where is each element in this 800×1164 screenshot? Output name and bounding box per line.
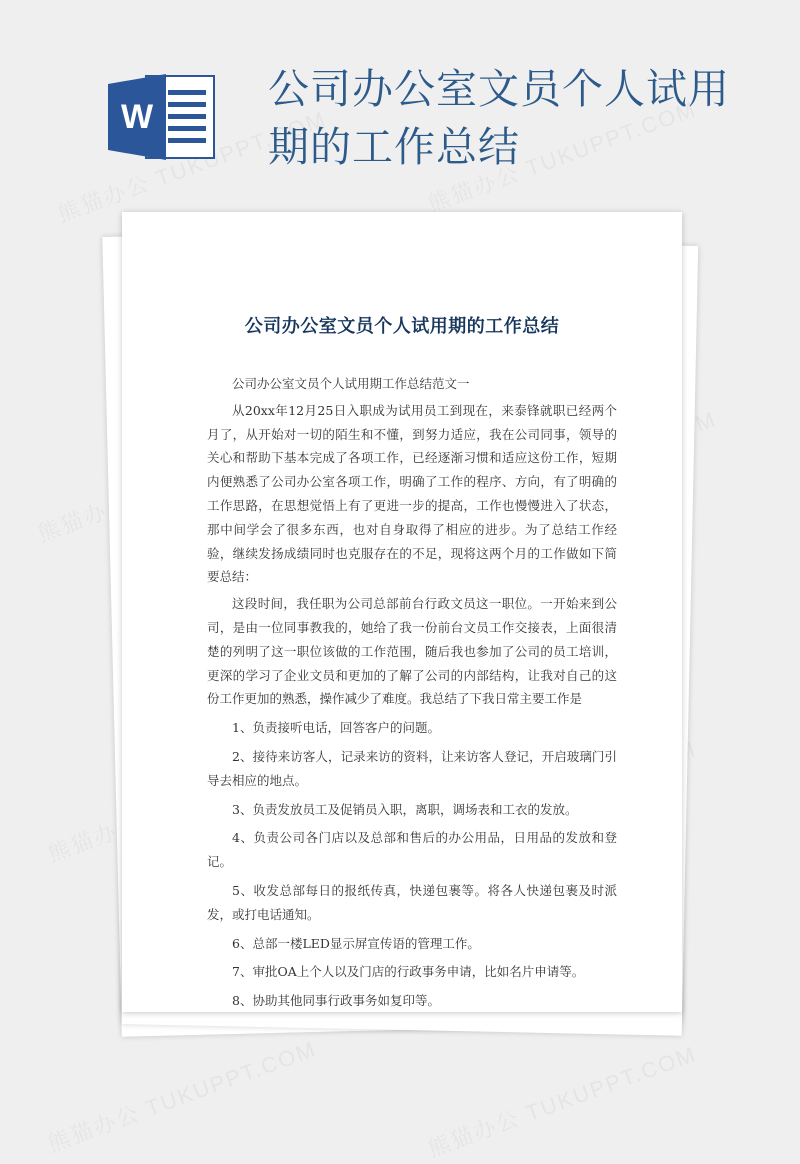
list-item: 8、协助其他同事行政事务如复印等。 — [232, 993, 440, 1009]
watermark — [43, 1032, 320, 1158]
list-item: 6、总部一楼LED显示屏宣传语的管理工作。 — [232, 935, 480, 951]
document-body — [207, 372, 617, 1013]
watermark — [423, 1037, 700, 1163]
word-document-icon — [108, 72, 216, 162]
svg-text:W: W — [120, 98, 154, 136]
list-item: 3、负责发放员工及促销员入职，离职，调场表和工衣的发放。 — [232, 801, 578, 817]
document-title: 公司办公室文员个人试用期的工作总结 — [244, 316, 560, 337]
document-page — [122, 212, 682, 1012]
cover-title: 公司办公室文员个人试用期的工作总结 — [268, 65, 730, 171]
list-item: 1、负责接听电话，回答客户的问题。 — [232, 720, 440, 736]
list-item: 5、收发总部每日的报纸传真，快递包裹等。将各人快递包裹及时派发，或打电话通知。 — [207, 882, 617, 922]
list-item: 4、负责公司各门店以及总部和售后的办公用品，日用品的发放和登记。 — [207, 830, 617, 870]
list-item: 7、审批OA上个人以及门店的行政事务申请，比如名片申请等。 — [232, 964, 585, 980]
paragraph: 这段时间，我任职为公司总部前台行政文员这一职位。一开始来到公司，是由一位同事教我的，她给了我一份前台文员工作交接表，上面很清楚的列明了这一职位该做的工作范围，随后我也参加了公司的员工培训，更深的学习了企业文员和更加的了解了公司的内部结构，让我对自己的这份工作更加的熟悉，操作减少了难度。我总结了下我日常主要工作是 — [207, 596, 617, 707]
list-item: 2、接待来访客人，记录来访的资料，让来访客人登记，开启玻璃门引导去相应的地点。 — [207, 748, 617, 788]
paragraph-heading: 公司办公室文员个人试用期工作总结范文一 — [232, 376, 470, 391]
paragraph: 从20xx年12月25日入职成为试用员工到现在，来泰锋就职已经两个月了，从开始对一切的陌生和不懂，到努力适应，我在公司同事，领导的关心和帮助下基本完成了各项工作，已经逐渐习惯和适应这份工作，短期内便熟悉了公司办公室各项工作，明确了工作的程序、方向，有了明确的工作思路，在思想觉悟上有了更进一步的提高，工作也慢慢进入了状态，那中间学会了很多东西，也对自身取得了相应的进步。为了总结工作经验，继续发扬成绩同时也克服存在的不足，现将这两个月的工作做如下简要总结： — [207, 402, 617, 585]
